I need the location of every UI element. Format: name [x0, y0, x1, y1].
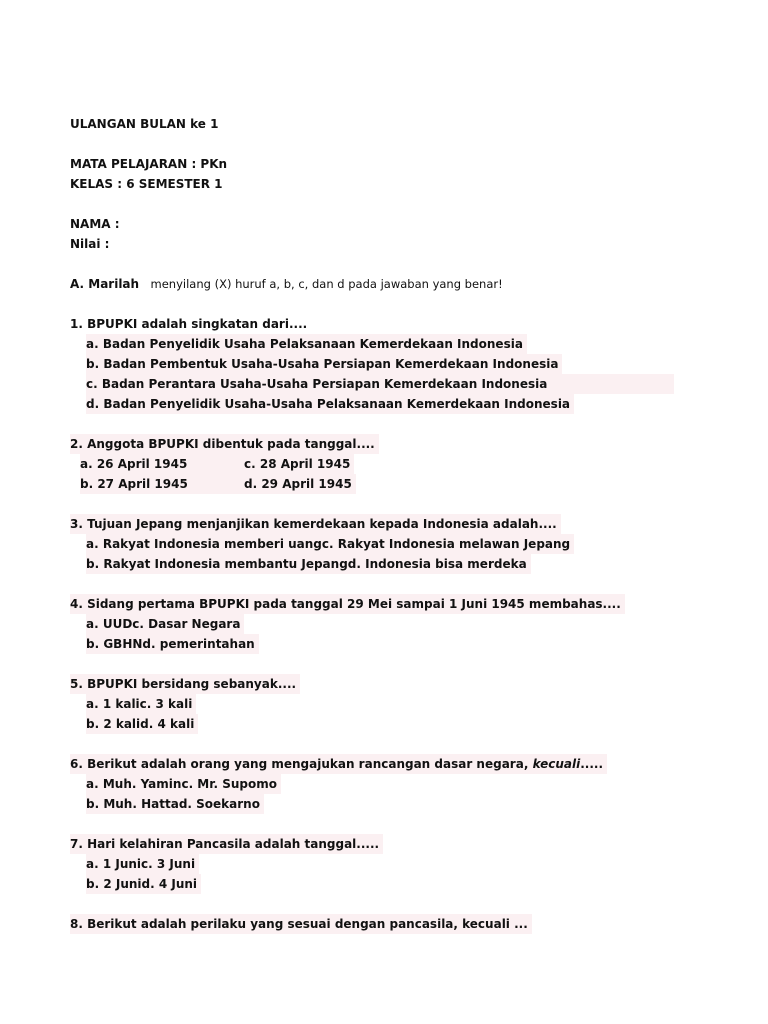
score-field: Nilai : [70, 237, 110, 251]
q6-option-b: b. Muh. Hatta [86, 797, 179, 811]
q4-option-b: b. GBHN [86, 637, 143, 651]
q7-option-b: b. 2 Juni [86, 877, 142, 891]
name-field: NAMA : [70, 217, 120, 231]
q6-option-d: d. Soekarno [178, 797, 260, 811]
q7-option-c: c. 3 Juni [141, 857, 196, 871]
q6-option-c: c. Mr. Supomo [181, 777, 277, 791]
q2-row-1 [70, 454, 690, 474]
q2-option-d: d. 29 April 1945 [244, 477, 352, 491]
q7-option-a: a. 1 Juni [86, 857, 142, 871]
question-2: 2. Anggota BPUPKI dibentuk pada tanggal.... [70, 434, 690, 454]
question-8: 8. Berikut adalah perilaku yang sesuai dengan pancasila, kecuali ... [70, 914, 690, 934]
q5-row-2 [70, 714, 690, 734]
q4-option-c: c. Dasar Negara [132, 617, 241, 631]
exam-title: ULANGAN BULAN ke 1 [70, 117, 219, 131]
question-6: 6. Berikut adalah orang yang mengajukan rancangan dasar negara, kecuali..... [70, 754, 690, 774]
q7-option-d: d. 4 Juni [141, 877, 198, 891]
q4-row-1 [70, 614, 690, 634]
q4-option-d: d. pemerintahan [142, 637, 255, 651]
question-5: 5. BPUPKI bersidang sebanyak.... [70, 674, 690, 694]
question-4: 4. Sidang pertama BPUPKI pada tanggal 29 Mei sampai 1 Juni 1945 membahas.... [70, 594, 690, 614]
q7-row-1 [70, 854, 690, 874]
q5-option-a: a. 1 kali [86, 697, 140, 711]
subject-line: MATA PELAJARAN : PKn [70, 157, 228, 171]
instruction [70, 274, 690, 294]
q1-option-c: c. Badan Perantara Usaha-Usaha Persiapan Kemerdekaan Indonesia [70, 374, 690, 394]
q6-row-2 [70, 794, 690, 814]
q3-row-1 [70, 534, 690, 554]
q6-row-1 [70, 774, 690, 794]
q5-option-b: b. 2 kali [86, 717, 141, 731]
q6-option-a: a. Muh. Yamin [86, 777, 182, 791]
q3-row-2 [70, 554, 690, 574]
q2-option-a: a. 26 April 1945 [80, 457, 188, 471]
q1-option-d: d. Badan Penyelidik Usaha-Usaha Pelaksanaan Kemerdekaan Indonesia [70, 394, 690, 414]
q5-row-1 [70, 694, 690, 714]
exam-sheet [70, 114, 690, 934]
question-7: 7. Hari kelahiran Pancasila adalah tanggal..... [70, 834, 690, 854]
question-1: 1. BPUPKI adalah singkatan dari.... [70, 317, 308, 331]
question-3: 3. Tujuan Jepang menjanjikan kemerdekaan kepada Indonesia adalah.... [70, 514, 690, 534]
q4-row-2 [70, 634, 690, 654]
q2-option-c: c. 28 April 1945 [244, 457, 351, 471]
q7-row-2 [70, 874, 690, 894]
q1-option-a: a. Badan Penyelidik Usaha Pelaksanaan Kemerdekaan Indonesia [70, 334, 690, 354]
q3-option-c: c. Rakyat Indonesia melawan Jepang [321, 537, 571, 551]
q5-option-d: d. 4 kali [140, 717, 195, 731]
q4-option-a: a. UUD [86, 617, 133, 631]
class-line: KELAS : 6 SEMESTER 1 [70, 177, 223, 191]
q1-option-b: b. Badan Pembentuk Usaha-Usaha Persiapan Kemerdekaan Indonesia [70, 354, 690, 374]
instruction-label: A. Marilah [70, 277, 140, 291]
q3-option-d: d. Indonesia bisa merdeka [347, 557, 527, 571]
instruction-text: menyilang (X) huruf a, b, c, dan d pada jawaban yang benar! [150, 277, 503, 291]
q2-option-b: b. 27 April 1945 [80, 477, 188, 491]
q5-option-c: c. 3 kali [139, 697, 193, 711]
q3-option-a: a. Rakyat Indonesia memberi uang [86, 537, 322, 551]
q2-row-2 [70, 474, 690, 494]
q3-option-b: b. Rakyat Indonesia membantu Jepang [86, 557, 348, 571]
q6-except-word: kecuali [532, 757, 581, 771]
